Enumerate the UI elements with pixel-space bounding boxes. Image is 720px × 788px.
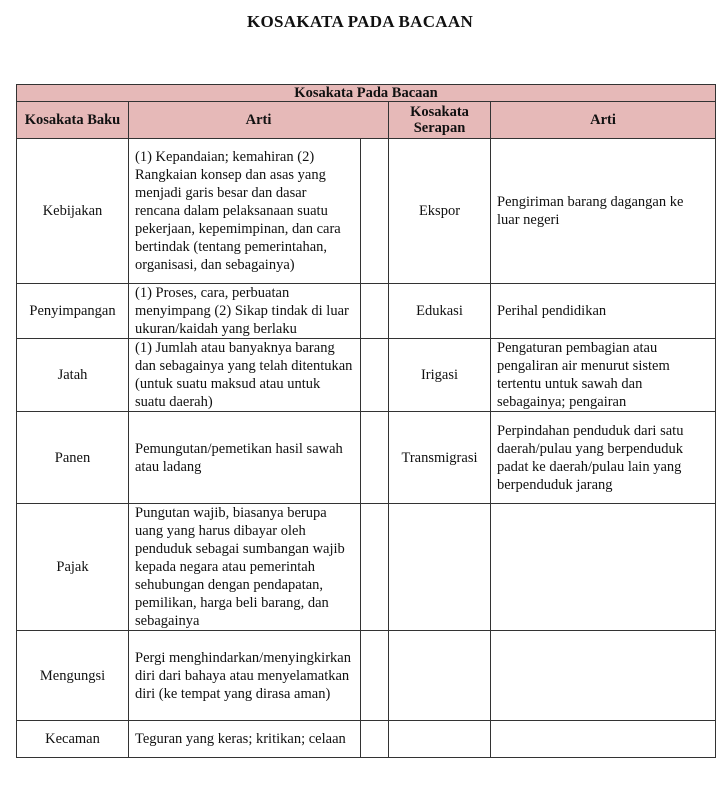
table-row <box>17 504 716 631</box>
arti-baku-cell: (1) Jumlah atau banyaknya barang dan sebagainya yang telah ditentukan (untuk suatu maksud atau untuk suatu daerah) <box>129 339 361 412</box>
vocabulary-table <box>16 84 716 758</box>
table-row <box>17 412 716 504</box>
kosakata-baku-cell: Penyimpangan <box>17 284 129 339</box>
arti-baku-cell: (1) Kepandaian; kemahiran (2) Rangkaian konsep dan asas yang menjadi garis besar dan dasar rencana dalam pelaksanaan suatu pekerjaan, kepemimpinan, dan cara bertindak (tentang pemerintahan, organisasi, dan sebagainya) <box>129 139 361 284</box>
kosakata-serapan-cell: Transmigrasi <box>389 412 491 504</box>
spacer-cell <box>361 631 389 721</box>
table-caption: Kosakata Pada Bacaan <box>17 85 716 102</box>
arti-baku-cell: Teguran yang keras; kritikan; celaan <box>129 721 361 758</box>
spacer-cell <box>361 139 389 284</box>
arti-baku-cell: Pungutan wajib, biasanya berupa uang yang harus dibayar oleh penduduk sebagai sumbangan wajib kepada negara atau pemerintah sehubungan dengan pendapatan, pemilikan, harga beli barang, dan sebagainya <box>129 504 361 631</box>
spacer-cell <box>361 412 389 504</box>
header-kosakata-baku: Kosakata Baku <box>17 102 129 139</box>
arti-baku-cell: Pemungutan/pemetikan hasil sawah atau ladang <box>129 412 361 504</box>
spacer-cell <box>361 284 389 339</box>
kosakata-baku-cell: Mengungsi <box>17 631 129 721</box>
arti-baku-cell: (1) Proses, cara, perbuatan menyimpang (2) Sikap tindak di luar ukuran/kaidah yang berlaku <box>129 284 361 339</box>
table-row <box>17 339 716 412</box>
kosakata-baku-cell: Jatah <box>17 339 129 412</box>
arti-serapan-cell: Pengiriman barang dagangan ke luar negeri <box>491 139 716 284</box>
arti-serapan-cell: Perihal pendidikan <box>491 284 716 339</box>
kosakata-baku-cell: Panen <box>17 412 129 504</box>
kosakata-baku-cell: Kebijakan <box>17 139 129 284</box>
kosakata-serapan-cell <box>389 504 491 631</box>
spacer-cell <box>361 504 389 631</box>
kosakata-serapan-cell <box>389 631 491 721</box>
table-row <box>17 631 716 721</box>
arti-baku-cell: Pergi menghindarkan/menyingkirkan diri dari bahaya atau menyelamatkan diri (ke tempat yang dirasa aman) <box>129 631 361 721</box>
kosakata-serapan-cell: Edukasi <box>389 284 491 339</box>
document-title: KOSAKATA PADA BACAAN <box>246 12 474 31</box>
kosakata-baku-cell: Kecaman <box>17 721 129 758</box>
kosakata-serapan-cell <box>389 721 491 758</box>
header-arti-baku: Arti <box>129 102 389 139</box>
kosakata-baku-cell: Pajak <box>17 504 129 631</box>
arti-serapan-cell: Perpindahan penduduk dari satu daerah/pulau yang berpenduduk padat ke daerah/pulau lain yang berpenduduk jarang <box>491 412 716 504</box>
table-row <box>17 284 716 339</box>
table-row <box>17 139 716 284</box>
spacer-cell <box>361 339 389 412</box>
arti-serapan-cell <box>491 631 716 721</box>
kosakata-serapan-cell: Ekspor <box>389 139 491 284</box>
header-arti-serapan: Arti <box>491 102 716 139</box>
arti-serapan-cell <box>491 721 716 758</box>
header-kosakata-serapan: Kosakata Serapan <box>389 102 491 139</box>
table-row <box>17 721 716 758</box>
spacer-cell <box>361 721 389 758</box>
kosakata-serapan-cell: Irigasi <box>389 339 491 412</box>
arti-serapan-cell: Pengaturan pembagian atau pengaliran air menurut sistem tertentu untuk sawah dan sebagainya; pengairan <box>491 339 716 412</box>
arti-serapan-cell <box>491 504 716 631</box>
